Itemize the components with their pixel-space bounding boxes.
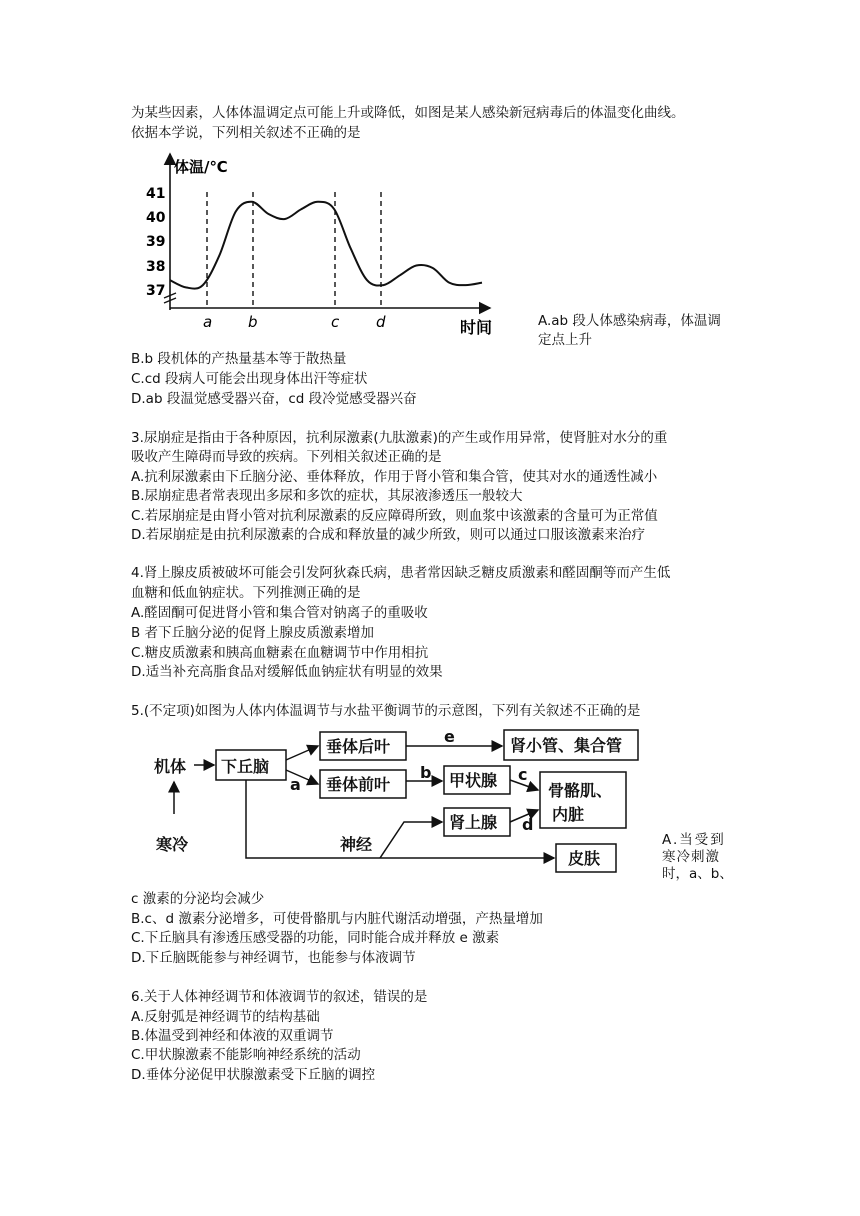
label-gugeji-2: 内脏	[552, 805, 585, 824]
q5-option-d: D.下丘脑既能参与神经调节，也能参与体液调节	[131, 950, 416, 966]
q5-option-a-side3: 时，a、b、	[662, 866, 733, 882]
q5-option-a-side	[662, 832, 738, 883]
q2-option-b: B.b 段机体的产热量基本等于散热量	[131, 351, 347, 367]
label-jiazhuangxian: 甲状腺	[449, 771, 498, 790]
q5-stem: 5.(不定项)如图为人体内体温调节与水盐平衡调节的示意图，下列有关叙述不正确的是	[131, 703, 641, 719]
q3-option-a: A.抗利尿激素由下丘脑分泌、垂体释放，作用于肾小管和集合管，使其对水的通透性减小	[131, 469, 658, 485]
q6-option-c: C.甲状腺激素不能影响神经系统的活动	[131, 1047, 361, 1063]
q3-stem-2: 吸收产生障碍而导致的疾病。下列相关叙述正确的是	[131, 449, 442, 465]
label-b: b	[420, 763, 432, 782]
arrow-to-chuiti-hou	[286, 746, 318, 760]
q3-option-c: C.若尿崩症是由肾小管对抗利尿激素的反应障碍所致，则血浆中该激素的含量可为正常值	[131, 508, 658, 524]
label-c: c	[518, 765, 528, 784]
ytick-37: 37	[146, 283, 166, 299]
q2-option-c: C.cd 段病人可能会出现身体出汗等症状	[131, 371, 368, 387]
q4-option-d: D.适当补充高脂食品对缓解低血钠症状有明显的效果	[131, 664, 443, 680]
label-pifu: 皮肤	[568, 849, 601, 868]
q3-option-d: D.若尿崩症是由抗利尿激素的合成和释放量的减少所致，则可以通过口服该激素来治疗	[131, 527, 646, 543]
q2-option-a	[538, 312, 738, 350]
temperature-curve	[170, 202, 482, 289]
ytick-38: 38	[146, 259, 166, 275]
intro-line-2: 依据本学说，下列相关叙述不正确的是	[131, 125, 361, 141]
label-e: e	[444, 727, 455, 746]
arrow-shenjing	[380, 822, 442, 858]
label-d: d	[522, 815, 534, 834]
marker-label-a: a	[203, 313, 213, 331]
label-a: a	[290, 775, 301, 794]
q3-option-b: B.尿崩症患者常表现出多尿和多饮的症状，其尿液渗透压一般较大	[131, 488, 523, 504]
q2-option-a-line1: A.ab 段人体感染病毒，体温调	[538, 313, 721, 329]
q5-option-c: C.下丘脑具有渗透压感受器的功能，同时能合成并释放 e 激素	[131, 930, 500, 946]
q4-option-a: A.醛固酮可促进肾小管和集合管对钠离子的重吸收	[131, 605, 428, 621]
q6-stem: 6.关于人体神经调节和体液调节的叙述，错误的是	[131, 989, 428, 1005]
x-label: 时间	[460, 318, 493, 337]
label-shenjing: 神经	[340, 835, 373, 854]
label-gugeji-1: 骨骼肌、	[548, 781, 613, 800]
regulation-diagram	[148, 724, 648, 884]
label-xiaqiunao: 下丘脑	[221, 757, 270, 776]
q6-option-b: B.体温受到神经和体液的双重调节	[131, 1028, 334, 1044]
ytick-39: 39	[146, 234, 166, 250]
marker-label-b: b	[248, 313, 258, 331]
label-shenshangxian: 肾上腺	[449, 813, 498, 832]
q2-option-d: D.ab 段温觉感受器兴奋，cd 段冷觉感受器兴奋	[131, 391, 417, 407]
label-chuiti-hou: 垂体后叶	[326, 737, 391, 756]
q4-stem-1: 4.肾上腺皮质被破坏可能会引发阿狄森氏病，患者常因缺乏糖皮质激素和醛固酮等而产生低	[131, 565, 671, 581]
q5-option-a-side2: 寒冷刺激	[662, 849, 720, 865]
q3-stem-1: 3.尿崩症是指由于各种原因，抗利尿激素(九肽激素)的产生或作用异常，使肾脏对水分的重	[131, 430, 668, 446]
label-jiti: 机体	[154, 757, 187, 776]
marker-label-d: d	[376, 313, 386, 331]
q6-option-d: D.垂体分泌促甲状腺激素受下丘脑的调控	[131, 1067, 376, 1083]
label-shen: 肾小管、集合管	[510, 736, 623, 755]
q4-option-c: C.糖皮质激素和胰高血糖素在血糖调节中作用相抗	[131, 645, 429, 661]
q5-option-a-cont: c 激素的分泌均会减少	[131, 891, 265, 907]
temperature-chart	[146, 150, 510, 340]
intro-line-1: 为某些因素，人体体温调定点可能上升或降低，如图是某人感染新冠病毒后的体温变化曲线。	[131, 105, 685, 121]
label-chuiti-qian: 垂体前叶	[326, 775, 391, 794]
q5-option-a-side1: A.当受到	[662, 832, 726, 848]
q5-option-b: B.c、d 激素分泌增多，可使骨骼肌与内脏代谢活动增强，产热量增加	[131, 911, 543, 927]
q4-option-b: B 者下丘脑分泌的促肾上腺皮质激素增加	[131, 625, 375, 641]
q6-option-a: A.反射弧是神经调节的结构基础	[131, 1009, 320, 1025]
q2-option-a-line2: 定点上升	[538, 332, 592, 348]
ytick-40: 40	[146, 210, 166, 226]
q4-stem-2: 血糖和低血钠症状。下列推测正确的是	[131, 585, 361, 601]
label-hanleng: 寒冷	[156, 835, 189, 854]
ytick-41: 41	[146, 186, 166, 202]
marker-label-c: c	[331, 313, 340, 331]
y-label: 体温/℃	[174, 158, 228, 176]
